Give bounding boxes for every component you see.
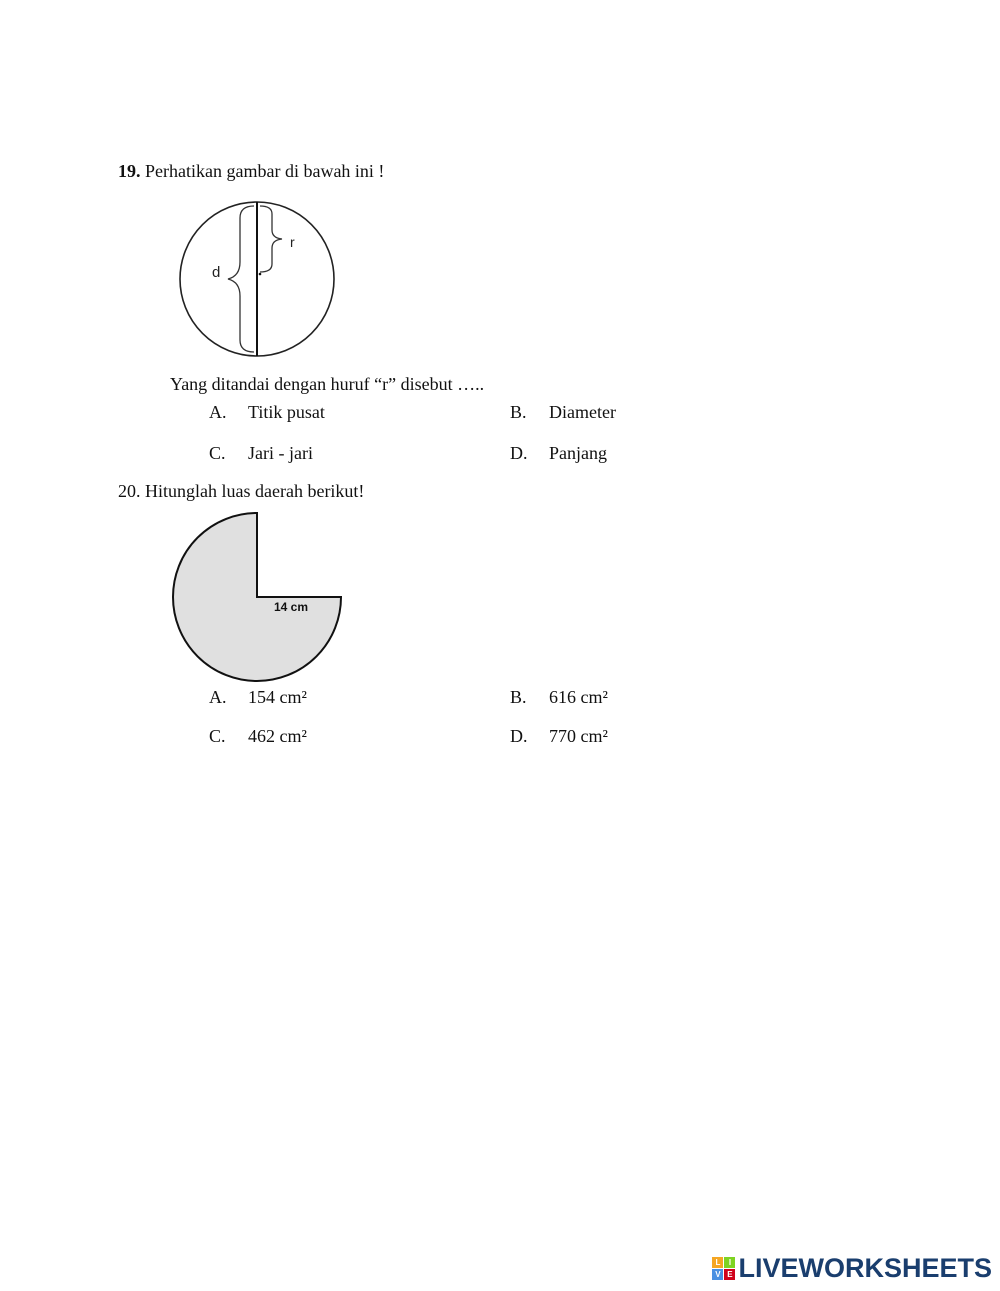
diameter-brace	[228, 206, 254, 352]
logo-block: I	[724, 1257, 735, 1268]
three-quarter-circle	[173, 513, 341, 681]
option-text: Diameter	[549, 402, 616, 422]
option-letter: A.	[209, 687, 227, 707]
q19-circle-figure	[170, 198, 350, 363]
logo-block: V	[712, 1269, 723, 1280]
label-d: d	[212, 264, 221, 281]
option-text: 154 cm²	[248, 687, 307, 707]
logo-block: E	[724, 1269, 735, 1280]
liveworksheets-logo[interactable]	[712, 1251, 992, 1285]
option-letter: C.	[209, 443, 226, 463]
option-letter: B.	[510, 402, 527, 422]
option-text: 616 cm²	[549, 687, 608, 707]
option-letter: D.	[510, 726, 528, 746]
option-text: Titik pusat	[248, 402, 325, 422]
q20-prompt: 20. Hitunglah luas daerah berikut!	[118, 481, 365, 501]
q19-number: 19.	[118, 161, 141, 181]
label-r: r	[290, 234, 295, 250]
option-text: Panjang	[549, 443, 607, 463]
q19-header	[118, 160, 384, 182]
q20-sector-figure	[170, 510, 345, 685]
logo-text: LIVEWORKSHEETS	[738, 1252, 992, 1283]
option-text: 770 cm²	[549, 726, 608, 746]
option-letter: C.	[209, 726, 226, 746]
center-point	[259, 273, 262, 276]
radius-label: 14 cm	[274, 600, 309, 614]
logo-blocks-icon	[712, 1257, 735, 1280]
radius-brace	[260, 206, 282, 272]
q19-prompt: Perhatikan gambar di bawah ini !	[145, 161, 385, 181]
option-text: Jari - jari	[248, 443, 313, 463]
option-letter: B.	[510, 687, 527, 707]
logo-block: L	[712, 1257, 723, 1268]
option-letter: D.	[510, 443, 528, 463]
option-text: 462 cm²	[248, 726, 307, 746]
option-letter: A.	[209, 402, 227, 422]
q19-question: Yang ditandai dengan huruf “r” disebut …..	[170, 374, 485, 394]
